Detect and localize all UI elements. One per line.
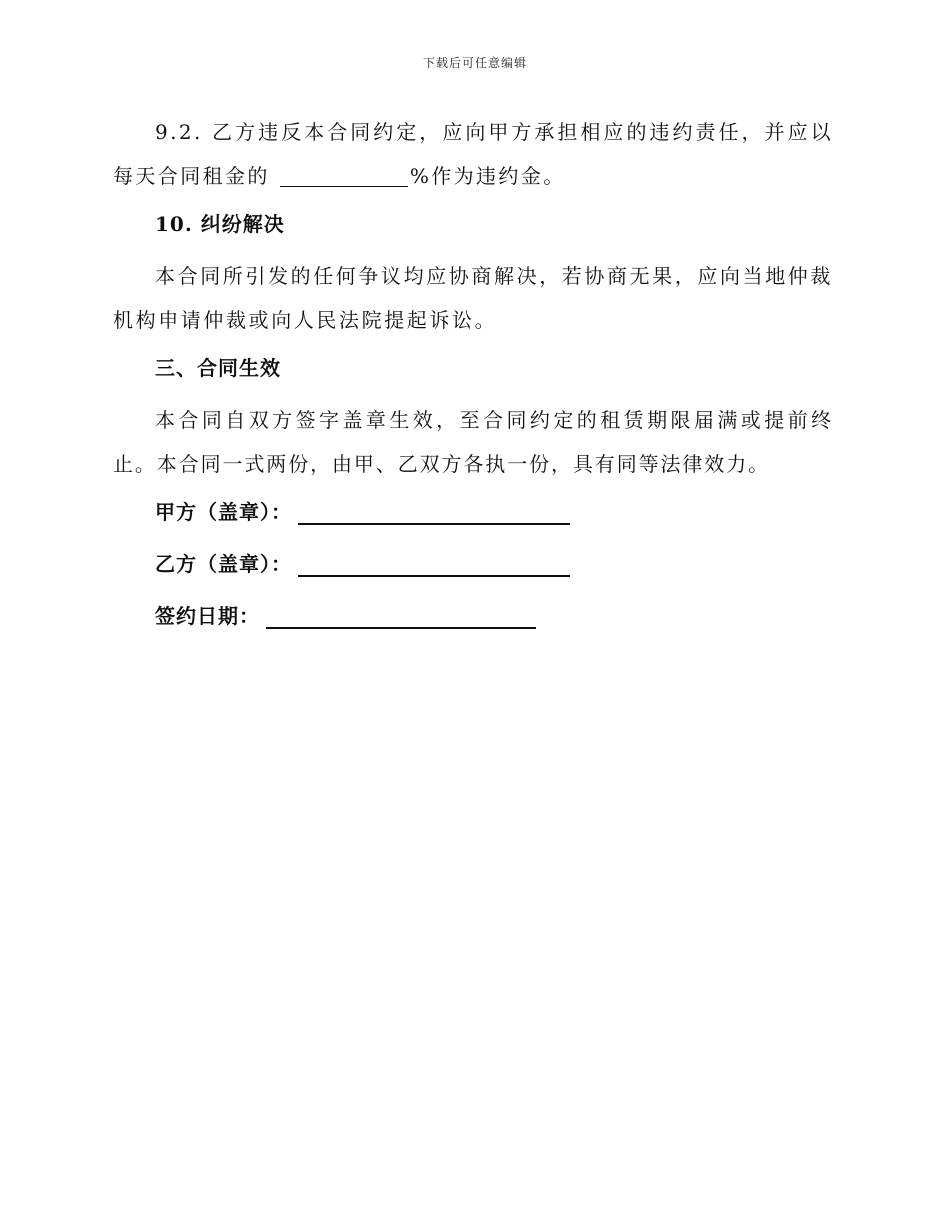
section-10-heading: 10. 纠纷解决 [155, 212, 285, 236]
section-10-body: 本合同所引发的任何争议均应协商解决，若协商无果，应向当地仲裁机构申请仲裁或向人民法院提起诉讼。 [113, 264, 833, 332]
party-a-signature-blank[interactable] [298, 501, 570, 525]
signing-date-line [155, 600, 833, 632]
party-b-label: 乙方（盖章）： [155, 552, 292, 576]
party-b-signature-line [155, 548, 833, 580]
party-a-signature-line [155, 496, 833, 528]
signing-date-blank[interactable] [266, 605, 536, 629]
penalty-rate-blank[interactable] [280, 164, 408, 187]
clause-9-2-text-after: %作为违约金。 [409, 164, 566, 188]
header-note: 下载后可任意编辑 [422, 56, 527, 70]
clause-9-2-text-before: 9.2. 乙方违反本合同约定，应向甲方承担相应的违约责任，并应以每天合同租金的 [113, 120, 833, 188]
document-content [113, 110, 833, 652]
party-a-label: 甲方（盖章）： [155, 500, 292, 524]
section-3-heading: 三、合同生效 [155, 356, 281, 380]
clause-9-2 [113, 110, 833, 198]
party-b-signature-blank[interactable] [298, 553, 570, 577]
section-3-body: 本合同自双方签字盖章生效，至合同约定的租赁期限届满或提前终止。本合同一式两份，由甲、乙双方各执一份，具有同等法律效力。 [113, 408, 833, 476]
signing-date-label: 签约日期： [155, 604, 260, 628]
